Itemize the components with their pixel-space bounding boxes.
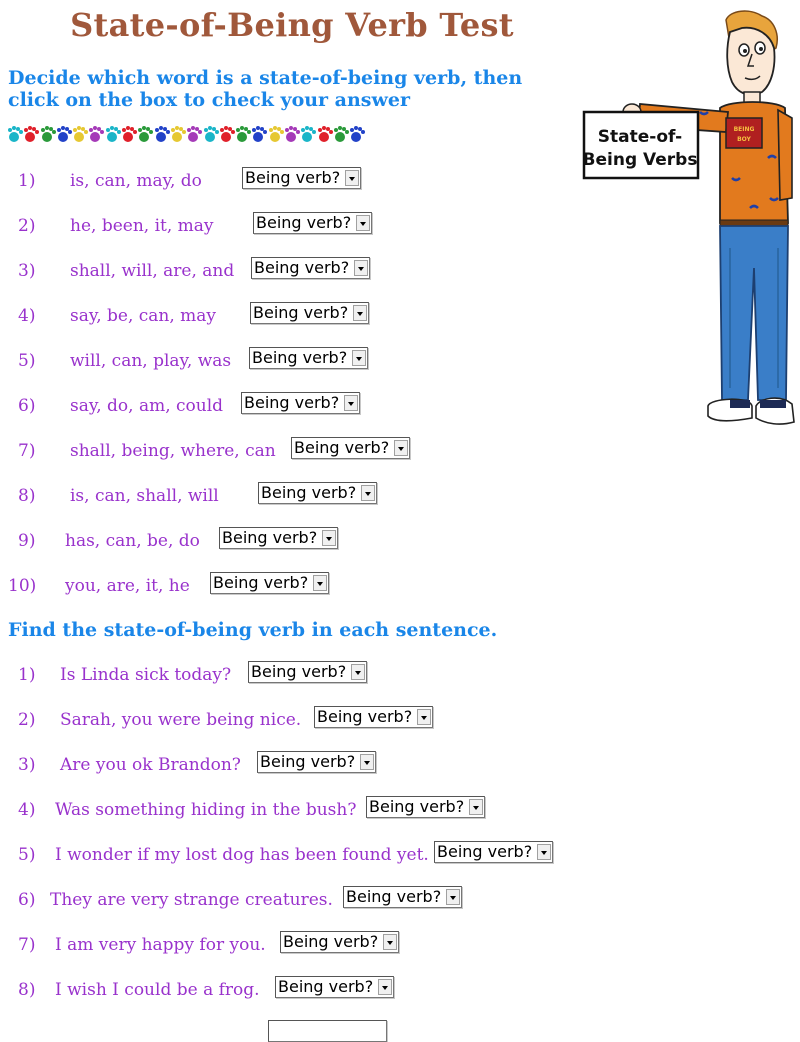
paw-print-icon [155,127,171,143]
select-value: Being verb? [254,258,350,277]
being-verb-select[interactable] [241,392,360,414]
question-number: 4) [18,800,36,820]
question-text: you, are, it, he [65,576,190,596]
dropdown-arrow-icon[interactable] [353,305,367,321]
question-number: 5) [18,351,36,371]
dropdown-arrow-icon[interactable] [352,350,366,366]
being-verb-select[interactable] [251,257,370,279]
dropdown-arrow-icon[interactable] [378,979,392,995]
paw-print-icon [318,127,334,143]
select-value: Being verb? [256,213,352,232]
being-verb-select[interactable] [314,706,433,728]
being-verb-select[interactable] [210,572,329,594]
paw-print-icon [285,127,301,143]
being-verb-select[interactable] [268,1020,387,1042]
select-value: Being verb? [261,483,357,502]
question-number: 6) [18,890,36,910]
paw-print-icon [106,127,122,143]
question-number: 2) [18,216,36,236]
question-number: 8) [18,980,36,1000]
dropdown-arrow-icon[interactable] [361,485,375,501]
dropdown-arrow-icon[interactable] [469,799,483,815]
select-value: Being verb? [346,887,442,906]
paw-print-icon [350,127,366,143]
part2-question-row [0,886,600,912]
dropdown-arrow-icon[interactable] [417,709,431,725]
question-number: 7) [18,441,36,461]
question-number: 7) [18,935,36,955]
part1-question-row [0,167,600,193]
shirt-badge-text: BEING [733,126,755,133]
dropdown-arrow-icon[interactable] [446,889,460,905]
paw-print-icon [57,127,73,143]
question-text: he, been, it, may [70,216,214,236]
instructions-line-1: Decide which word is a state-of-being verb, then [8,67,523,89]
being-verb-select[interactable] [366,796,485,818]
question-text: will, can, play, was [70,351,232,371]
part1-question-row [0,482,600,508]
being-verb-select[interactable] [275,976,394,998]
being-verb-select[interactable] [434,841,553,863]
paw-print-icon [187,127,203,143]
select-value: Being verb? [252,348,348,367]
question-number: 1) [18,171,36,191]
question-text: I am very happy for you. [55,935,266,955]
being-verb-select[interactable] [258,482,377,504]
instructions [8,67,522,111]
part1-question-row [0,212,600,238]
question-text: Was something hiding in the bush? [55,800,357,820]
paw-print-icon [204,127,220,143]
being-verb-select[interactable] [343,886,462,908]
part2-question-row [0,706,600,732]
question-number: 1) [18,665,36,685]
question-text: Are you ok Brandon? [60,755,241,775]
being-verb-select[interactable] [250,302,369,324]
question-text: shall, being, where, can [70,441,276,461]
dropdown-arrow-icon[interactable] [356,215,370,231]
dropdown-arrow-icon[interactable] [344,395,358,411]
select-value: Being verb? [260,752,356,771]
svg-text:BOY: BOY [737,136,751,143]
dropdown-arrow-icon[interactable] [383,934,397,950]
part1-question-row [0,392,600,418]
question-text: is, can, shall, will [70,486,219,506]
being-verb-select[interactable] [219,527,338,549]
select-value: Being verb? [222,528,318,547]
being-verb-select[interactable] [249,347,368,369]
select-value: Being verb? [244,393,340,412]
part1-question-row [0,527,600,553]
paw-print-icon [8,127,24,143]
dropdown-arrow-icon[interactable] [394,440,408,456]
select-value: Being verb? [251,662,347,681]
paw-print-icon [24,127,40,143]
question-number: 6) [18,396,36,416]
question-text: shall, will, are, and [70,261,235,281]
question-number: 10) [8,576,37,596]
dropdown-arrow-icon[interactable] [360,754,374,770]
dropdown-arrow-icon[interactable] [313,575,327,591]
paw-print-icon [334,127,350,143]
part2-question-row [0,751,600,777]
dropdown-arrow-icon[interactable] [351,664,365,680]
being-verb-select[interactable] [253,212,372,234]
paw-print-icon [252,127,268,143]
dropdown-arrow-icon[interactable] [354,260,368,276]
paw-print-icon [73,127,89,143]
sign-line-1: State-of- [597,127,683,147]
select-value: Being verb? [213,573,309,592]
being-verb-select[interactable] [242,167,361,189]
paw-print-icon [138,127,154,143]
part2-instructions: Find the state-of-being verb in each sentence. [8,619,498,641]
select-value: Being verb? [369,797,465,816]
instructions-line-2: click on the box to check your answer [8,89,410,111]
question-text: I wish I could be a frog. [55,980,260,1000]
paw-print-icon [301,127,317,143]
dropdown-arrow-icon[interactable] [345,170,359,186]
part2-question-row [0,931,600,957]
question-text: is, can, may, do [70,171,202,191]
paw-print-icon [89,127,105,143]
paw-print-icon [41,127,57,143]
question-number: 3) [18,755,36,775]
select-value: Being verb? [278,977,374,996]
select-value: Being verb? [317,707,413,726]
being-verb-select[interactable] [248,661,367,683]
part1-question-row [0,257,600,283]
dropdown-arrow-icon[interactable] [322,530,336,546]
select-value: Being verb? [253,303,349,322]
part1-question-row [0,302,600,328]
select-value: Being verb? [245,168,341,187]
select-value: Being verb? [294,438,390,457]
paw-print-divider [8,127,367,149]
paw-print-icon [236,127,252,143]
being-verb-select[interactable] [257,751,376,773]
part1-question-row [0,437,600,463]
question-number: 8) [18,486,36,506]
question-number: 5) [18,845,36,865]
being-boy-illustration [580,8,795,433]
part2-question-row [0,841,600,867]
paw-print-icon [171,127,187,143]
question-text: Sarah, you were being nice. [60,710,302,730]
select-value: Being verb? [437,842,533,861]
being-verb-select[interactable] [291,437,410,459]
question-number: 4) [18,306,36,326]
paw-print-icon [122,127,138,143]
question-number: 9) [18,531,36,551]
part1-question-row [0,347,600,373]
question-number: 3) [18,261,36,281]
question-text: say, be, can, may [70,306,217,326]
paw-print-icon [220,127,236,143]
question-text: Is Linda sick today? [60,665,232,685]
part1-question-row [0,572,600,598]
question-text: They are very strange creatures. [50,890,333,910]
part2-question-row [0,976,600,1002]
question-text: I wonder if my lost dog has been found yet. [55,845,429,865]
sign-line-2: Being Verbs [582,150,698,170]
page-title: State-of-Being Verb Test [70,6,514,44]
part2-question-row [0,661,600,687]
question-text: has, can, be, do [65,531,200,551]
paw-print-icon [269,127,285,143]
being-verb-select[interactable] [280,931,399,953]
dropdown-arrow-icon[interactable] [537,844,551,860]
select-value: Being verb? [283,932,379,951]
part2-question-row [0,796,600,822]
question-text: say, do, am, could [70,396,224,416]
question-number: 2) [18,710,36,730]
